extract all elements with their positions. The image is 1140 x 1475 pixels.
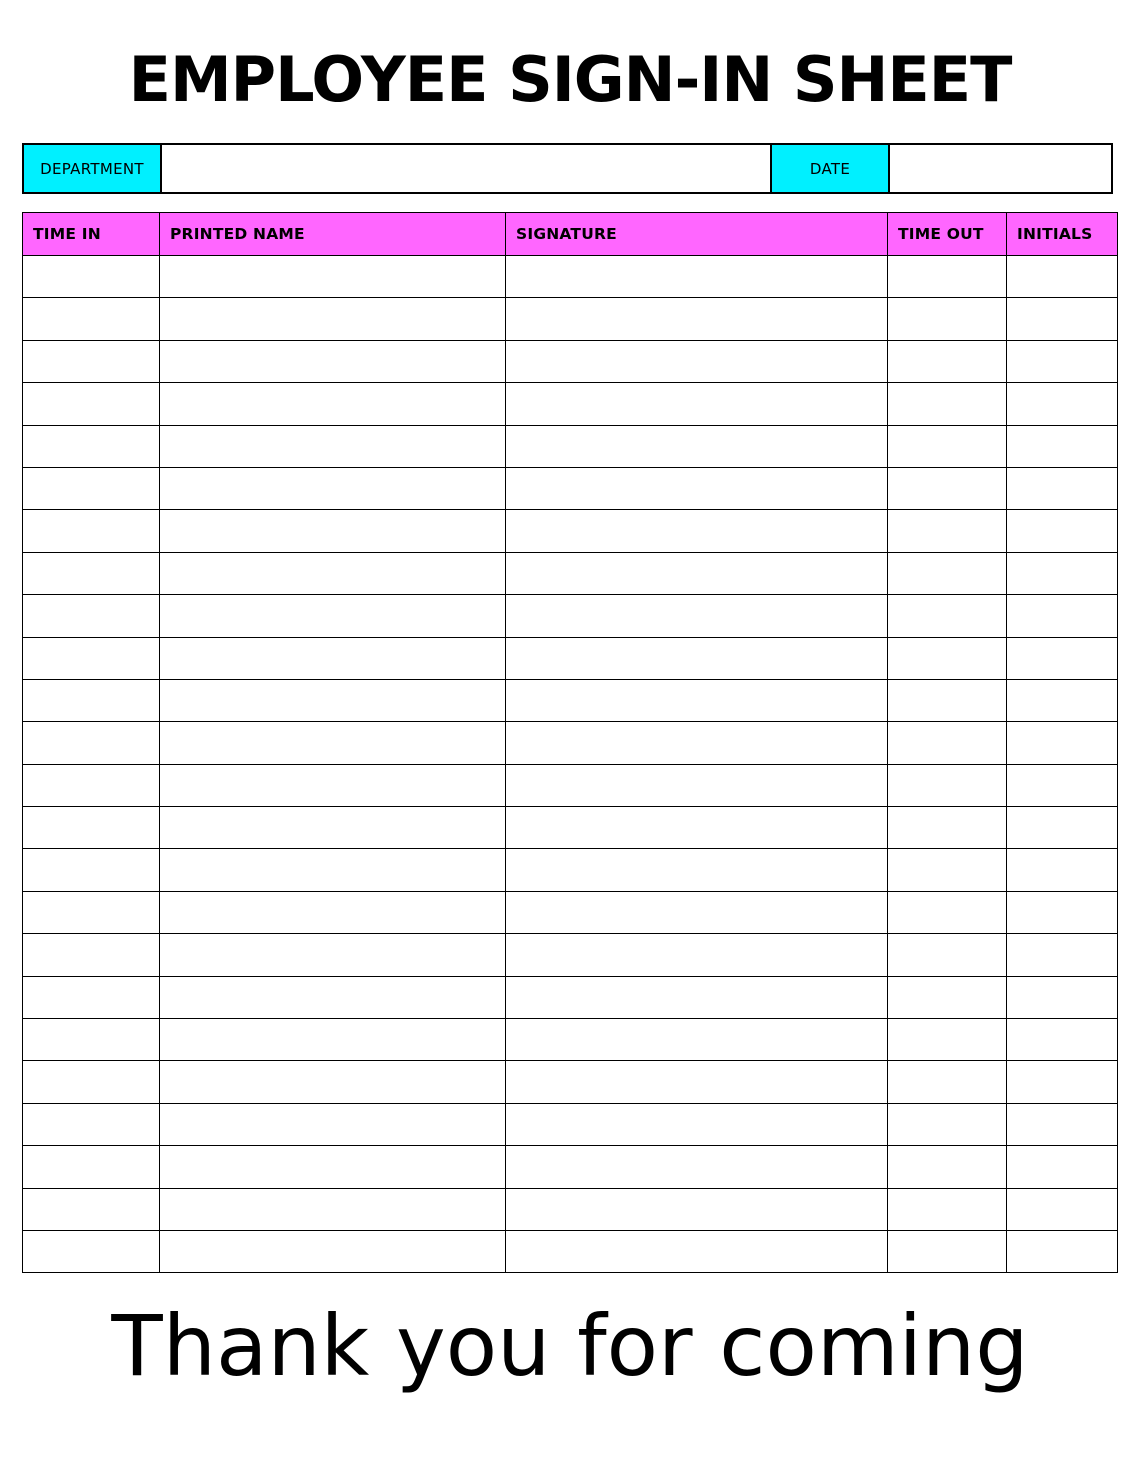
signature-cell[interactable] <box>506 679 888 721</box>
time-out-cell[interactable] <box>888 298 1007 340</box>
time-in-cell[interactable] <box>23 467 160 509</box>
table-row <box>23 1019 1118 1061</box>
initials-cell[interactable] <box>1007 1019 1118 1061</box>
initials-cell[interactable] <box>1007 552 1118 594</box>
initials-cell[interactable] <box>1007 637 1118 679</box>
signature-cell[interactable] <box>506 976 888 1018</box>
signature-cell[interactable] <box>506 637 888 679</box>
time-in-cell[interactable] <box>23 425 160 467</box>
table-row <box>23 552 1118 594</box>
table-row <box>23 467 1118 509</box>
table-row <box>23 383 1118 425</box>
initials-cell[interactable] <box>1007 764 1118 806</box>
initials-cell[interactable] <box>1007 1230 1118 1272</box>
printed-name-cell[interactable] <box>160 679 506 721</box>
time-out-cell[interactable] <box>888 256 1007 298</box>
table-row <box>23 595 1118 637</box>
department-label: DEPARTMENT <box>24 145 160 192</box>
table-row <box>23 976 1118 1018</box>
signature-cell[interactable] <box>506 1188 888 1230</box>
time-out-cell[interactable] <box>888 1103 1007 1145</box>
column-header-time-in: TIME IN <box>23 213 160 256</box>
printed-name-cell[interactable] <box>160 383 506 425</box>
column-header-time-out: TIME OUT <box>888 213 1007 256</box>
initials-cell[interactable] <box>1007 256 1118 298</box>
time-out-cell[interactable] <box>888 637 1007 679</box>
table-row <box>23 256 1118 298</box>
time-out-cell[interactable] <box>888 764 1007 806</box>
printed-name-cell[interactable] <box>160 552 506 594</box>
table-row <box>23 891 1118 933</box>
signature-cell[interactable] <box>506 934 888 976</box>
printed-name-cell[interactable] <box>160 764 506 806</box>
time-out-cell[interactable] <box>888 1188 1007 1230</box>
printed-name-cell[interactable] <box>160 976 506 1018</box>
printed-name-cell[interactable] <box>160 637 506 679</box>
table-row <box>23 1103 1118 1145</box>
initials-cell[interactable] <box>1007 1146 1118 1188</box>
time-in-cell[interactable] <box>23 256 160 298</box>
time-in-cell[interactable] <box>23 849 160 891</box>
time-out-cell[interactable] <box>888 425 1007 467</box>
date-label: DATE <box>770 145 888 192</box>
time-out-cell[interactable] <box>888 1230 1007 1272</box>
initials-cell[interactable] <box>1007 807 1118 849</box>
time-in-cell[interactable] <box>23 298 160 340</box>
table-row <box>23 1146 1118 1188</box>
signature-cell[interactable] <box>506 764 888 806</box>
initials-cell[interactable] <box>1007 510 1118 552</box>
department-field[interactable] <box>160 145 770 192</box>
time-in-cell[interactable] <box>23 637 160 679</box>
time-in-cell[interactable] <box>23 934 160 976</box>
initials-cell[interactable] <box>1007 425 1118 467</box>
signature-cell[interactable] <box>506 467 888 509</box>
signature-cell[interactable] <box>506 1019 888 1061</box>
table-row <box>23 340 1118 382</box>
table-row <box>23 298 1118 340</box>
initials-cell[interactable] <box>1007 679 1118 721</box>
time-in-cell[interactable] <box>23 595 160 637</box>
printed-name-cell[interactable] <box>160 595 506 637</box>
initials-cell[interactable] <box>1007 849 1118 891</box>
time-in-cell[interactable] <box>23 340 160 382</box>
time-in-cell[interactable] <box>23 383 160 425</box>
printed-name-cell[interactable] <box>160 722 506 764</box>
table-row <box>23 849 1118 891</box>
printed-name-cell[interactable] <box>160 891 506 933</box>
time-in-cell[interactable] <box>23 1146 160 1188</box>
printed-name-cell[interactable] <box>160 1146 506 1188</box>
time-out-cell[interactable] <box>888 807 1007 849</box>
signature-cell[interactable] <box>506 807 888 849</box>
printed-name-cell[interactable] <box>160 510 506 552</box>
table-row <box>23 934 1118 976</box>
signature-cell[interactable] <box>506 1103 888 1145</box>
printed-name-cell[interactable] <box>160 1103 506 1145</box>
signature-cell[interactable] <box>506 595 888 637</box>
initials-cell[interactable] <box>1007 467 1118 509</box>
initials-cell[interactable] <box>1007 1188 1118 1230</box>
signature-cell[interactable] <box>506 1230 888 1272</box>
time-out-cell[interactable] <box>888 467 1007 509</box>
time-out-cell[interactable] <box>888 383 1007 425</box>
signature-cell[interactable] <box>506 383 888 425</box>
page-title: EMPLOYEE SIGN-IN SHEET <box>128 43 1012 116</box>
time-out-cell[interactable] <box>888 1019 1007 1061</box>
time-in-cell[interactable] <box>23 679 160 721</box>
printed-name-cell[interactable] <box>160 1019 506 1061</box>
time-out-cell[interactable] <box>888 891 1007 933</box>
signature-cell[interactable] <box>506 722 888 764</box>
signature-cell[interactable] <box>506 1146 888 1188</box>
initials-cell[interactable] <box>1007 976 1118 1018</box>
time-out-cell[interactable] <box>888 976 1007 1018</box>
printed-name-cell[interactable] <box>160 1188 506 1230</box>
printed-name-cell[interactable] <box>160 1061 506 1103</box>
time-out-cell[interactable] <box>888 595 1007 637</box>
time-in-cell[interactable] <box>23 764 160 806</box>
signature-cell[interactable] <box>506 510 888 552</box>
time-out-cell[interactable] <box>888 679 1007 721</box>
table-row <box>23 510 1118 552</box>
info-row <box>22 143 1113 194</box>
signature-cell[interactable] <box>506 552 888 594</box>
printed-name-cell[interactable] <box>160 340 506 382</box>
initials-cell[interactable] <box>1007 595 1118 637</box>
time-in-cell[interactable] <box>23 1103 160 1145</box>
initials-cell[interactable] <box>1007 891 1118 933</box>
printed-name-cell[interactable] <box>160 298 506 340</box>
time-in-cell[interactable] <box>23 1230 160 1272</box>
time-in-cell[interactable] <box>23 976 160 1018</box>
signature-cell[interactable] <box>506 340 888 382</box>
table-row <box>23 807 1118 849</box>
initials-cell[interactable] <box>1007 1103 1118 1145</box>
time-in-cell[interactable] <box>23 891 160 933</box>
sign-in-table <box>22 212 1118 1273</box>
initials-cell[interactable] <box>1007 934 1118 976</box>
time-out-cell[interactable] <box>888 722 1007 764</box>
initials-cell[interactable] <box>1007 340 1118 382</box>
table-row <box>23 679 1118 721</box>
time-out-cell[interactable] <box>888 849 1007 891</box>
initials-cell[interactable] <box>1007 722 1118 764</box>
time-in-cell[interactable] <box>23 1019 160 1061</box>
time-out-cell[interactable] <box>888 1146 1007 1188</box>
table-row <box>23 425 1118 467</box>
table-row <box>23 1188 1118 1230</box>
column-header-printed-name: PRINTED NAME <box>160 213 506 256</box>
table-row <box>23 1230 1118 1272</box>
time-out-cell[interactable] <box>888 934 1007 976</box>
time-out-cell[interactable] <box>888 552 1007 594</box>
column-header-signature: SIGNATURE <box>506 213 888 256</box>
printed-name-cell[interactable] <box>160 467 506 509</box>
signature-cell[interactable] <box>506 298 888 340</box>
date-field[interactable] <box>888 145 1111 192</box>
time-out-cell[interactable] <box>888 510 1007 552</box>
signature-cell[interactable] <box>506 849 888 891</box>
time-out-cell[interactable] <box>888 1061 1007 1103</box>
signature-cell[interactable] <box>506 1061 888 1103</box>
time-in-cell[interactable] <box>23 552 160 594</box>
initials-cell[interactable] <box>1007 298 1118 340</box>
time-in-cell[interactable] <box>23 1061 160 1103</box>
table-row <box>23 722 1118 764</box>
initials-cell[interactable] <box>1007 383 1118 425</box>
initials-cell[interactable] <box>1007 1061 1118 1103</box>
footer-message: Thank you for coming <box>111 1297 1029 1395</box>
printed-name-cell[interactable] <box>160 1230 506 1272</box>
time-out-cell[interactable] <box>888 340 1007 382</box>
header-row <box>23 213 1118 256</box>
signature-cell[interactable] <box>506 891 888 933</box>
time-in-cell[interactable] <box>23 1188 160 1230</box>
table-row <box>23 637 1118 679</box>
time-in-cell[interactable] <box>23 807 160 849</box>
printed-name-cell[interactable] <box>160 849 506 891</box>
table-row <box>23 1061 1118 1103</box>
time-in-cell[interactable] <box>23 510 160 552</box>
time-in-cell[interactable] <box>23 722 160 764</box>
printed-name-cell[interactable] <box>160 256 506 298</box>
printed-name-cell[interactable] <box>160 807 506 849</box>
column-header-initials: INITIALS <box>1007 213 1118 256</box>
printed-name-cell[interactable] <box>160 425 506 467</box>
signature-cell[interactable] <box>506 425 888 467</box>
printed-name-cell[interactable] <box>160 934 506 976</box>
signature-cell[interactable] <box>506 256 888 298</box>
table-row <box>23 764 1118 806</box>
